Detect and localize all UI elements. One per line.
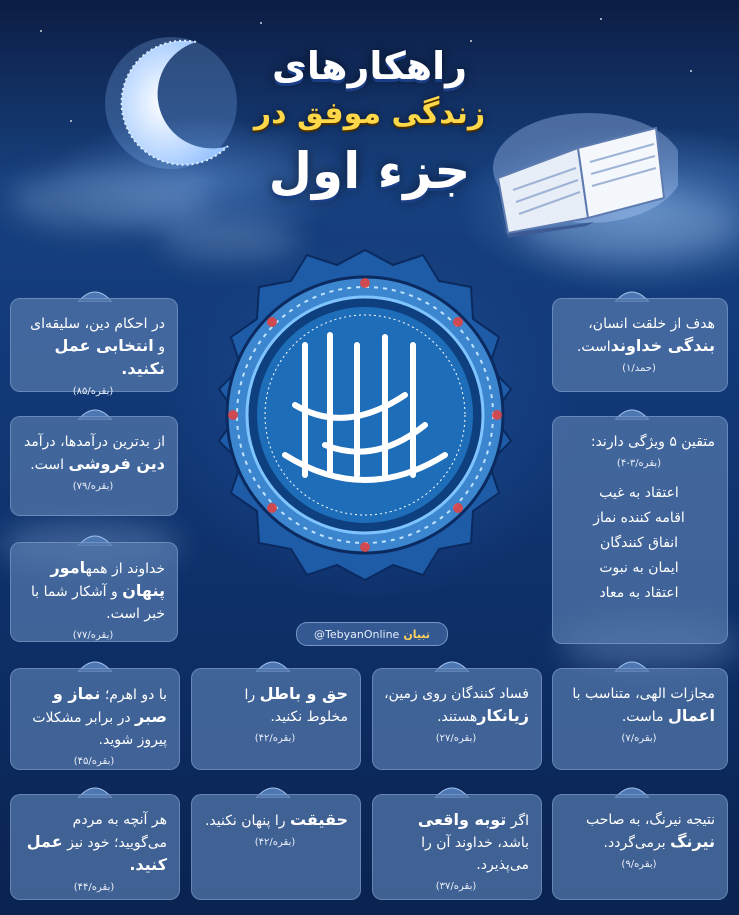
card-bold: نماز و صبر (52, 684, 167, 726)
card-ref: (بقره/۷۷) (72, 630, 114, 641)
card-tail: ماست. (621, 709, 664, 725)
title-line-1: راهکارهای (272, 44, 467, 88)
card-tail: باشد، خداوند آن را می‌پذیرد. (421, 835, 529, 873)
quran-calligraphy-emblem (196, 246, 534, 584)
card-tail: است. (576, 339, 611, 355)
card-text: در احکام دین، سلیقه‌ای و (30, 316, 165, 355)
card-text: فساد کنندگان روی زمین، (384, 686, 529, 702)
card-hide-truth (191, 794, 361, 900)
list-item: اعتقاد به غیب (599, 485, 679, 501)
card-bold: زیانکار (477, 706, 529, 725)
card-bold: امور پنهان (50, 558, 165, 600)
card-ref: (بقره/۴۴) (73, 882, 115, 893)
card-prayer-patience (10, 668, 180, 770)
list-item: اعتقاد به معاد (599, 585, 679, 601)
card-bold: دین فروشی (68, 454, 165, 473)
card-tail: هستند. (437, 709, 478, 725)
card-ref: (بقره/۲۷) (435, 733, 477, 744)
star (40, 30, 42, 32)
card-pious-traits (552, 416, 728, 644)
list-item: ایمان به نبوت (599, 560, 679, 576)
card-ref: (حمد/۱) (622, 363, 656, 374)
card-ref: (بقره/۴۲) (254, 733, 296, 744)
card-ref: (بقره/۷۹) (72, 481, 114, 492)
star (260, 22, 262, 24)
card-tail: است. (30, 457, 65, 473)
card-worst-income (10, 416, 178, 516)
traits-list (563, 481, 715, 606)
card-text: هر آنچه به مردم می‌گویید؛ خود نیز (67, 812, 167, 851)
card-hidden-matters (10, 542, 178, 642)
card-text: با دو اهرم؛ (104, 687, 167, 703)
card-bold: حق و باطل (259, 684, 348, 703)
card-text: متقین ۵ ویژگی دارند: (590, 434, 715, 450)
card-text: نتیجه نیرنگ، به صاحب (586, 812, 715, 828)
card-ref: (بقره/۴۲) (254, 837, 296, 848)
card-deception-result (552, 794, 728, 900)
card-text: هدف از خلقت انسان، (588, 316, 715, 332)
handle-text: @TebyanOnline (314, 627, 400, 641)
card-ref: (بقره/۷) (621, 733, 657, 744)
card-ref: (بقره/۳۷) (435, 881, 477, 892)
card-repentance (372, 794, 542, 900)
card-tail: برمی‌گردد. (603, 835, 666, 851)
card-bold: توبه واقعی (417, 810, 507, 829)
card-bold: حقیقت (289, 810, 348, 829)
social-handle (296, 622, 448, 646)
card-truth-falsehood (191, 668, 361, 770)
card-tail: در برابر مشکلات پیروز شوید. (32, 710, 167, 748)
card-text: خداوند از همه (85, 561, 165, 577)
card-corrupters (372, 668, 542, 770)
card-bold: انتخابی عمل نکنید. (54, 336, 165, 378)
list-item: اقامه کننده نماز (593, 510, 685, 526)
star (600, 18, 602, 20)
card-bold: عمل کنید. (26, 832, 167, 874)
card-ref: (بقره/۴۵) (73, 756, 115, 767)
title-line-3: جزء اول (268, 142, 471, 200)
card-practice-preaching (10, 794, 180, 900)
card-text: مجازات الهی، متناسب با (572, 686, 715, 702)
card-text: را مخلوط نکنید. (244, 687, 348, 725)
brand-name: تبیان (403, 627, 430, 641)
list-item: انفاق کنندگان (599, 535, 679, 551)
card-religious-rules (10, 298, 178, 397)
card-ref: (بقره/۸۵) (72, 386, 114, 397)
star (470, 40, 472, 42)
card-text: از بدترین درآمدها، درآمد (23, 434, 165, 450)
card-bold: اعمال (667, 706, 715, 725)
card-bold: بندگی خداوند (610, 336, 715, 355)
title-line-2: زندگی موفق در (253, 96, 486, 131)
card-ref: (بقره/۹) (621, 859, 657, 870)
card-creation-purpose (552, 298, 728, 392)
card-text: اگر (510, 813, 529, 829)
card-ref: (بقره/۳-۴) (616, 458, 662, 469)
card-text: را پنهان نکنید. (204, 813, 286, 829)
card-bold: نیرنگ (670, 832, 715, 851)
card-tail: و آشکار شما با خبر است. (31, 584, 165, 622)
card-divine-punishment (552, 668, 728, 770)
